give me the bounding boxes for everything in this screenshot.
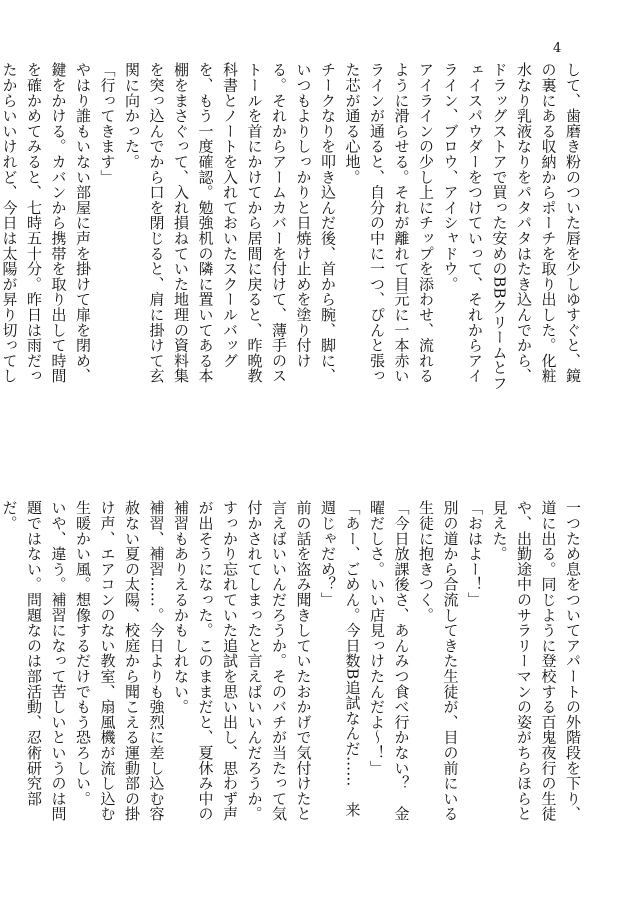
paragraph: 補習、補習……。今日よりも強烈に差し込む容赦ない夏の太陽、校庭から聞こえる運動部の掛け声、エアコンのない教室、扇風機が流し込む生暖かい風。想像するだけでもう恐ろしい。 <box>74 500 166 822</box>
paragraph: して、歯磨き粉のついた唇を少しゆすぐと、鏡の裏にある収納からポーチを取り出した。化粧水なり乳液なりをパタパタはたき込んでから、ドラッグストアで買った安めのBBクリームとフェイスパウダーをつけていって、それからアイライン、ブロウ、アイシャドウ。 <box>441 62 582 391</box>
paragraph: チークなりを叩き込んだ後、首から腕、脚に、いつもよりしっかりと日焼け止めを塗り付ける。それからアームカバーを付けて、薄手のストールを首にかけてから居間に戻ると、昨晩教科書とノートを入れておいたスクールバッグを、もう一度確認。勉強机の隣に置いてある本棚をまさぐって、入れ損ねていた地理の資料集を突っ込んでから口を閉じると、肩に掛けて玄関に向かった。 <box>123 62 337 384</box>
dialogue-line: 「今日放課後さ、あんみつ食べ行かない？ 金曜だしさ。いい店見っけたんだよ〜！」 <box>368 500 411 822</box>
dialogue-line: 「行ってきます」 <box>98 62 117 185</box>
paragraph: アイラインの少し上にチップを添わせ、流れるように滑らせる。それが離れて目元に一本赤いラインが通ると、自分の中に一つ、ぴんと張った芯が通る心地。 <box>343 62 435 384</box>
paragraph: いや、違う。補習になって苦しいというのは問題ではない。問題なのは部活動、忍術研究部だ。 <box>0 500 68 822</box>
dialogue-line: 「あー、ごめん。今日数B追試なんだ…… 来週じゃだめ？」 <box>319 500 362 818</box>
dialogue-line: 「おはよー！」 <box>466 500 484 608</box>
paragraph: 一つため息をついてアパートの外階段を下り、道に出る。同じように登校する百鬼夜行の生徒や、出勤途中のサラリーマンの姿がちらほらと見えた。 <box>490 500 582 822</box>
text-block-bottom <box>0 500 585 830</box>
paragraph: 別の道から合流してきた生徒が、目の前にいる生徒に抱きつく。 <box>417 500 460 822</box>
paragraph: 前の話を盗み聞きしていたおかげで気付けたと言えばいいんだろうか。そのバチが当たって気付かされてしまったと言えばいいんだろうか。すっかり忘れていた追試を思い出し、思わず声が出そうになった。このままだと、夏休み中の補習もありえるかもしれない。 <box>172 500 313 822</box>
paragraph: やはり誰もいない部屋に声を掛けて扉を閉め、鍵をかける。カバンから携帯を取り出して時間を確かめてみると、七時五十分。昨日は雨だったからいいけれど、今日は太陽が昇り切ってし <box>0 62 92 384</box>
text-block-top <box>0 62 585 392</box>
page-number: 4 <box>553 41 562 56</box>
